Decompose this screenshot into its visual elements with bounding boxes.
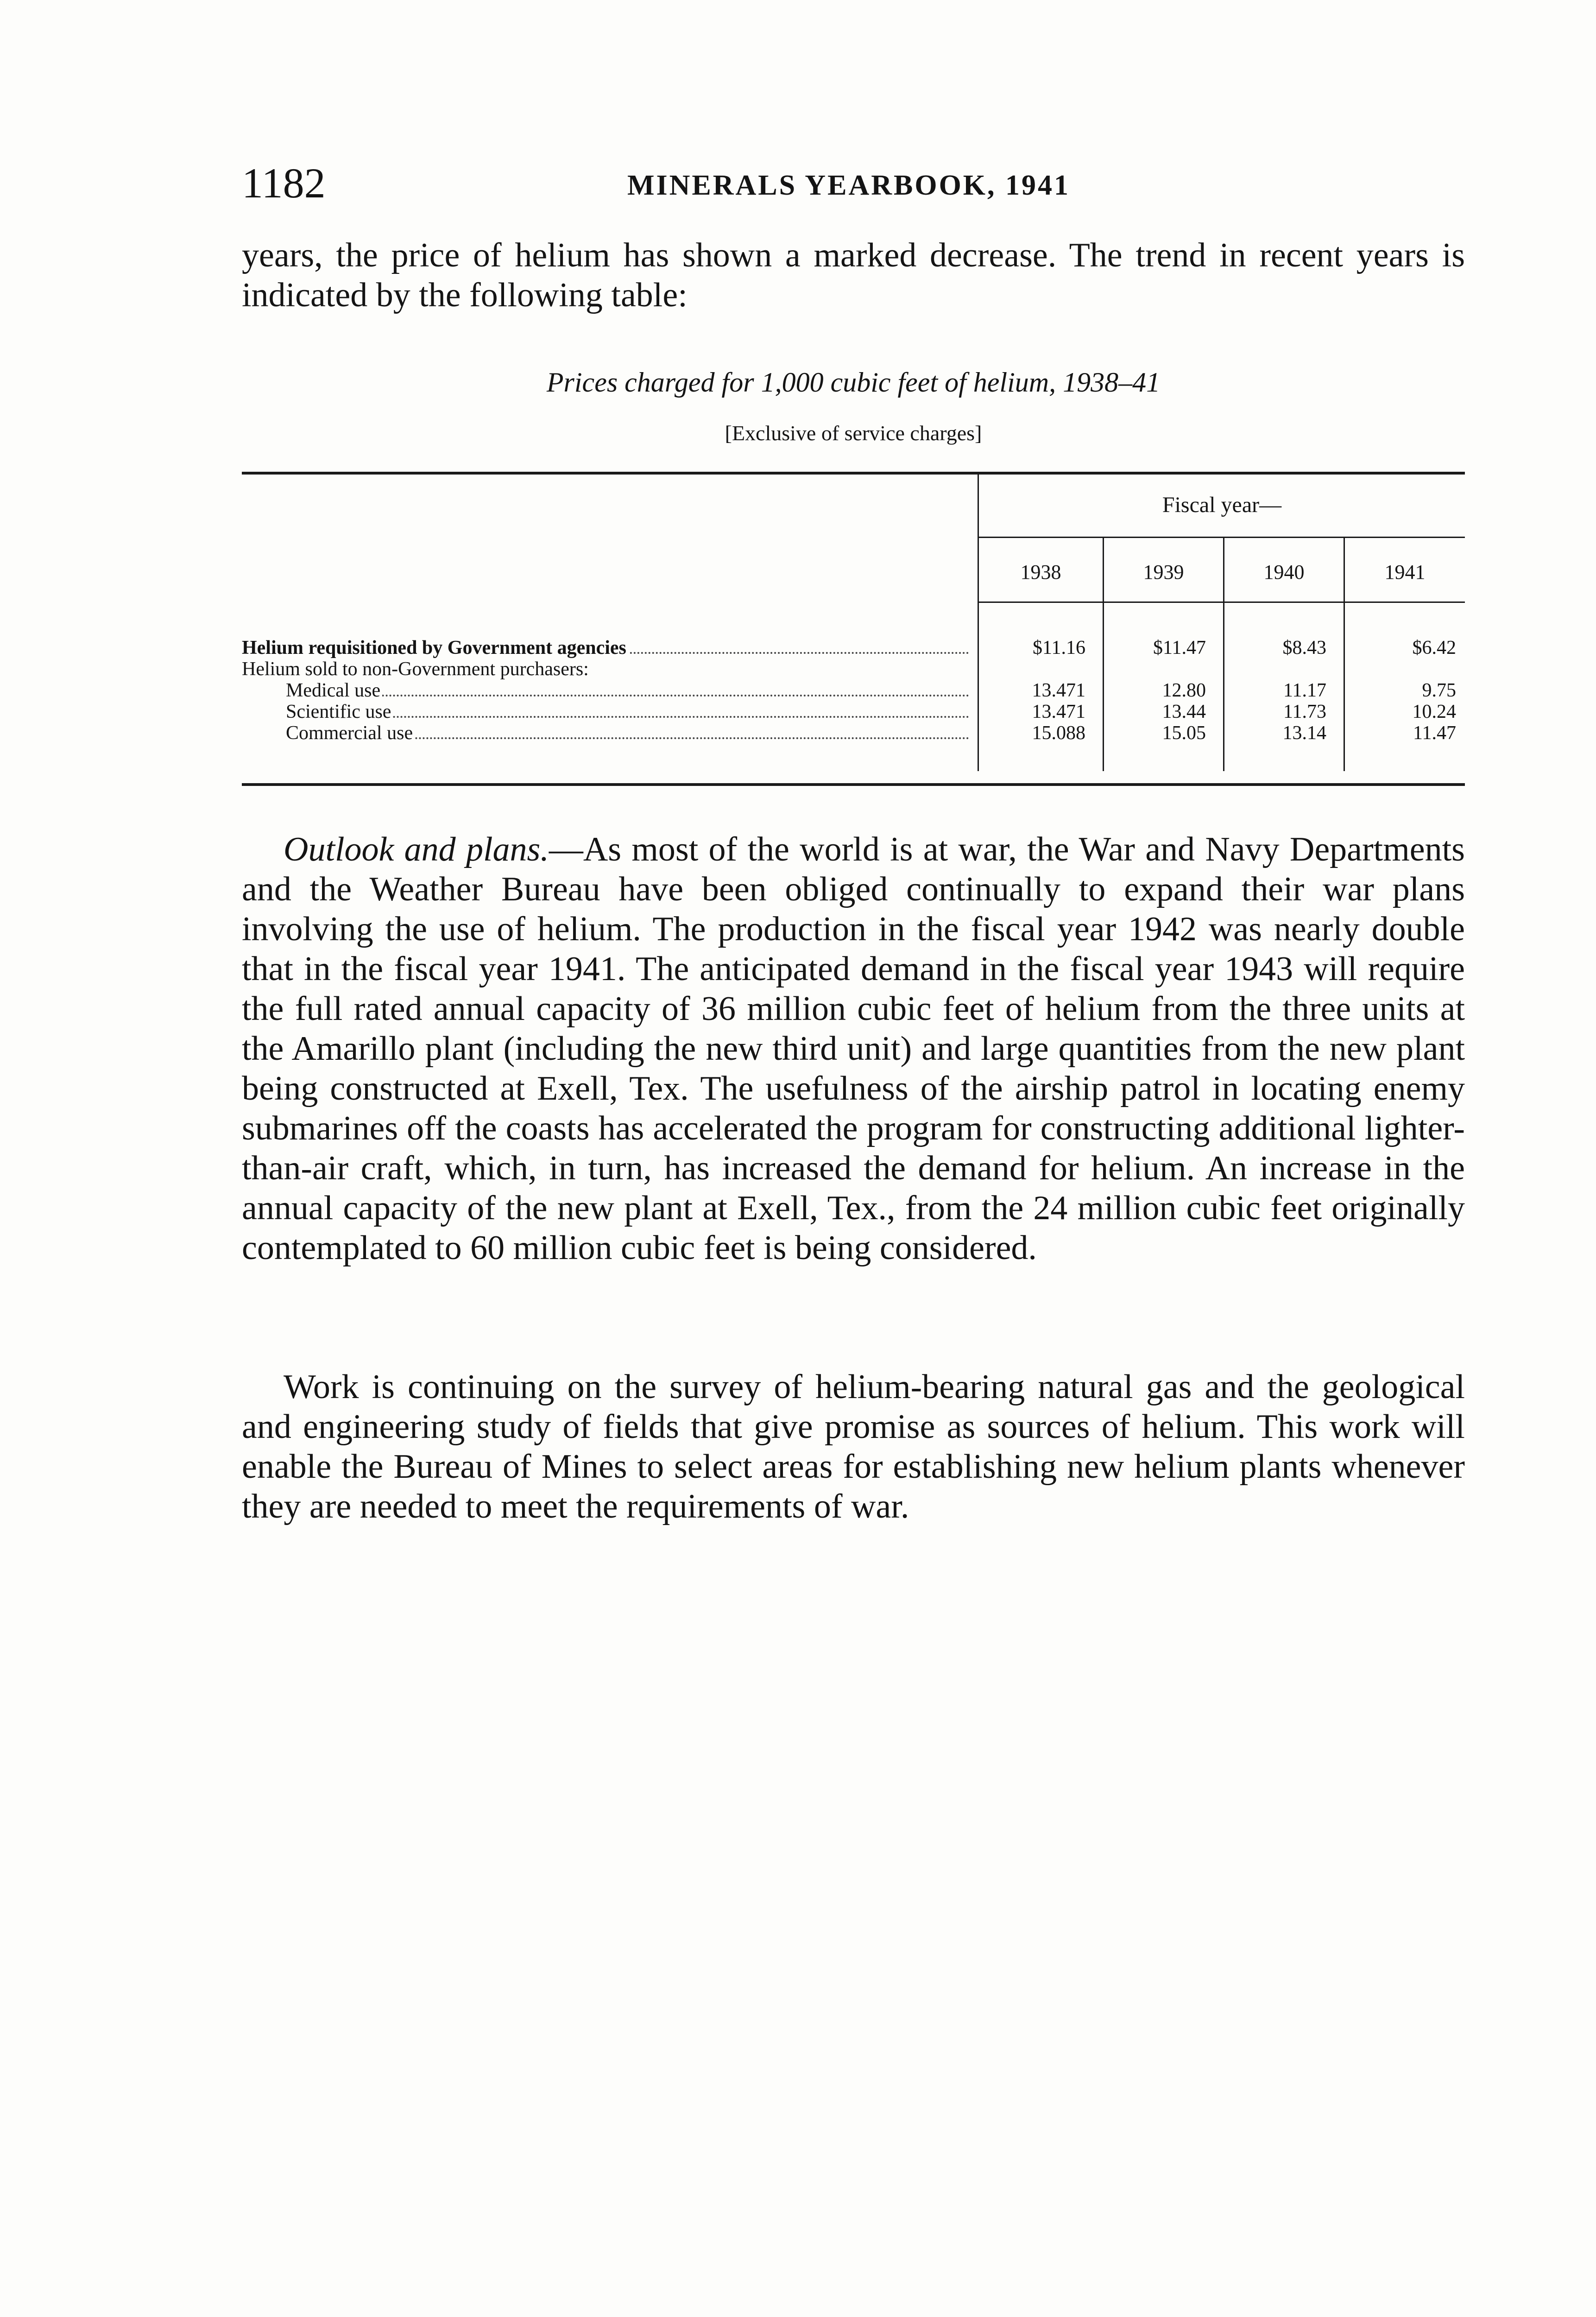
table-cell: $6.42 bbox=[1412, 637, 1456, 658]
outlook-text: —As most of the world is at war, the War and Navy Departments and the Weather Bureau have been obliged continually to expand their war plans involving the use of helium. The production in the fiscal year 1942 was nearly double that in the fiscal year 1941. The anticipated demand in the fiscal year 1943 will require the full rated annual capacity of 36 million cubic feet of helium from the three units at the Amarillo plant (including the new third unit) and large quantities from the new plant being constructed at Exell, Tex. The usefulness of the airship patrol in locating enemy submarines off the coasts has accelerated the program for constructing additional lighter-than-air craft, which, in turn, has increased the demand for helium. An increase in the annual capacity of the new plant at Exell, Tex., from the 24 million cubic feet originally contemplated to 60 million cubic feet is being considered. bbox=[242, 830, 1465, 1267]
fiscal-year-rule bbox=[978, 537, 1465, 538]
intro-paragraph: years, the price of helium has shown a marked decrease. The trend in recent years is indicated by the following table: bbox=[242, 236, 1465, 314]
table-cell: 12.80 bbox=[1162, 680, 1206, 701]
table-cell: $11.47 bbox=[1153, 637, 1206, 658]
work-paragraph: Work is continuing on the survey of helium-bearing natural gas and the geological and engineering study of fields that give promise as sources of helium. This work will enable the Bureau of Mines to select areas for establishing new helium plants whenever they are needed to meet the requirements of war. bbox=[242, 1368, 1465, 1526]
fiscal-year-header: Fiscal year— bbox=[1162, 493, 1282, 517]
table-cell: 15.05 bbox=[1162, 722, 1206, 744]
table-cell: 11.47 bbox=[1413, 722, 1456, 744]
table-cell: 13.44 bbox=[1162, 701, 1206, 722]
table-cell: 11.73 bbox=[1283, 701, 1326, 722]
table-title: Prices charged for 1,000 cubic feet of helium, 1938–41 bbox=[546, 367, 1161, 398]
table-cell: $11.16 bbox=[1033, 637, 1085, 658]
table-cell: 13.471 bbox=[1032, 701, 1085, 722]
row-label: Commercial use bbox=[286, 722, 969, 744]
column-header-1939: 1939 bbox=[1143, 561, 1184, 583]
table-cell: 13.14 bbox=[1282, 722, 1326, 744]
table-cell: 13.471 bbox=[1032, 680, 1085, 701]
row-label: Helium sold to non-Government purchasers: bbox=[242, 658, 969, 680]
table-subtitle: [Exclusive of service charges] bbox=[725, 421, 982, 445]
table-cell: 11.17 bbox=[1283, 680, 1326, 701]
table-row bbox=[242, 680, 1465, 701]
outlook-lead-in: Outlook and plans. bbox=[284, 830, 549, 868]
column-header-1940: 1940 bbox=[1263, 561, 1305, 583]
running-head bbox=[242, 158, 1456, 209]
table-cell: 15.088 bbox=[1032, 722, 1085, 744]
table-top-rule bbox=[242, 472, 1465, 475]
row-label: Medical use bbox=[286, 680, 969, 701]
table-bottom-rule bbox=[242, 783, 1465, 786]
table-row bbox=[242, 722, 1465, 744]
table-row bbox=[242, 637, 1465, 658]
table-cell: 10.24 bbox=[1412, 701, 1456, 722]
page-number: 1182 bbox=[242, 159, 326, 207]
table-row bbox=[242, 658, 1465, 680]
column-header-rule bbox=[978, 601, 1465, 603]
running-title: MINERALS YEARBOOK, 1941 bbox=[627, 170, 1071, 201]
row-label: Helium requisitioned by Government agencies bbox=[242, 637, 969, 658]
column-header-1938: 1938 bbox=[1020, 561, 1061, 583]
table-cell: $8.43 bbox=[1282, 637, 1326, 658]
outlook-paragraph bbox=[242, 829, 1465, 1268]
table-row bbox=[242, 701, 1465, 722]
column-header-1941: 1941 bbox=[1384, 561, 1426, 583]
table-cell: 9.75 bbox=[1422, 680, 1456, 701]
row-label: Scientific use bbox=[286, 701, 969, 722]
